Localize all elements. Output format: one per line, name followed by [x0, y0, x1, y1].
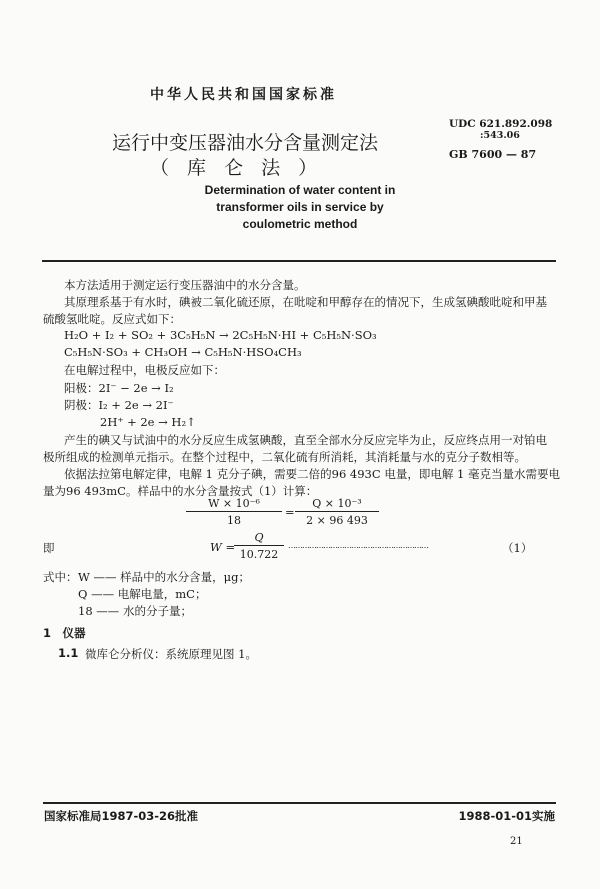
formula-rhs-denominator: 2 × 96 493 — [306, 514, 368, 527]
equation: 阴极：I₂ + 2e → 2I⁻ — [64, 398, 174, 412]
header-rule — [42, 260, 556, 262]
gb-number: GB 7600 — 87 — [449, 148, 537, 161]
definition: Q —— 电解电量，mC； — [78, 587, 207, 601]
formula-lhs-denominator: 18 — [227, 514, 241, 527]
definition: 18 —— 水的分子量； — [78, 604, 192, 618]
formula2-lhs: W = — [210, 540, 236, 554]
title-en-1: Determination of water content in — [204, 183, 396, 197]
udc-code: UDC 621.892.098 — [449, 118, 553, 130]
ji-label: 即 — [43, 541, 55, 555]
paragraph: 硫酸氢吡啶。反应式如下： — [43, 312, 181, 326]
formula-lhs-numerator: W × 10⁻⁶ — [186, 497, 282, 512]
formula2-numerator: Q — [234, 531, 284, 546]
subtitle-cn: （ 库 仑 法 ） — [150, 157, 324, 179]
formula-rhs — [295, 497, 379, 527]
formula2-fraction — [234, 531, 284, 561]
footer-rule — [43, 802, 556, 804]
equation-number: （1） — [502, 541, 533, 555]
page-number: 21 — [510, 836, 523, 847]
udc-code-2: :543.06 — [480, 130, 520, 141]
title-en-3: coulometric method — [242, 217, 358, 231]
formula-rhs-numerator: Q × 10⁻³ — [295, 497, 379, 512]
paragraph: 产生的碘又与试油中的水分反应生成氢碘酸，直至全部水分反应完毕为止，反应终点用一对铂电 — [64, 433, 547, 447]
equation: C₅H₅N·SO₃ + CH₃OH → C₅H₅N·HSO₄CH₃ — [64, 345, 302, 359]
section-heading: 1 仪器 — [43, 626, 86, 640]
paragraph: 其原理系基于有水时，碘被二氧化硫还原，在吡啶和甲醇存在的情况下，生成氢碘酸吡啶和甲基 — [64, 295, 547, 309]
effective-date: 1988-01-01实施 — [458, 809, 555, 823]
subsection-number: 1.1 — [58, 646, 79, 660]
paragraph: 依据法拉第电解定律，电解 1 克分子碘，需要二倍的96 493C 电量，即电解 1 毫克当量水需要电 — [64, 467, 560, 481]
formula-equals: = — [285, 505, 295, 519]
where-label: 式中： — [43, 570, 78, 584]
paragraph: 极所组成的检测单元指示。在整个过程中，二氧化硫有所消耗，其消耗量与水的克分子数相等。 — [43, 450, 526, 464]
formula2-leader-dots: …………………………………………………… — [288, 541, 428, 550]
formula-lhs — [186, 497, 282, 527]
equation: 2H⁺ + 2e → H₂↑ — [100, 415, 196, 429]
paragraph: 量为96 493mC。样品中的水分含量按式（1）计算： — [43, 484, 318, 498]
subsection-text: 微库仑分析仪：系统原理见图 1。 — [85, 647, 257, 661]
equation: 阳极：2I⁻ − 2e → I₂ — [64, 381, 174, 395]
title-cn: 运行中变压器油水分含量测定法 — [112, 132, 379, 154]
formula2-denominator: 10.722 — [239, 548, 279, 561]
approval-date: 国家标准局1987-03-26批准 — [44, 809, 199, 823]
paragraph: 在电解过程中，电极反应如下： — [64, 363, 225, 377]
definition: W —— 样品中的水分含量，μg； — [78, 570, 250, 584]
standard-org: 中华人民共和国国家标准 — [150, 87, 337, 103]
equation: H₂O + I₂ + SO₂ + 3C₅H₅N → 2C₅H₅N·HI + C₅H₅N·SO₃ — [64, 328, 377, 342]
title-en-2: transformer oils in service by — [216, 200, 384, 214]
paragraph: 本方法适用于测定运行变压器油中的水分含量。 — [64, 278, 306, 292]
